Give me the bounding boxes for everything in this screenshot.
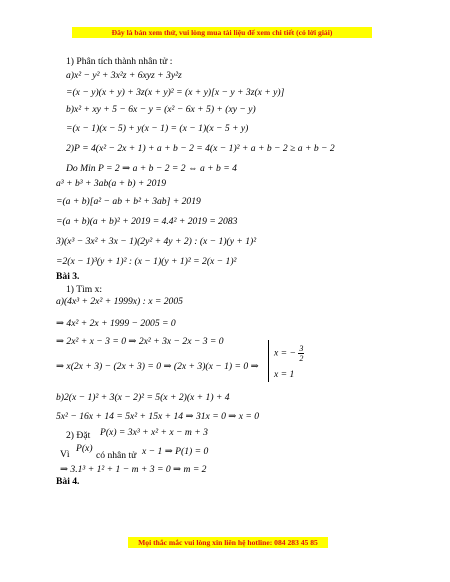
bai4-heading: Bài 4. [56, 476, 80, 487]
solution-1 [274, 344, 304, 363]
solution-2: x = 1 [274, 369, 295, 380]
factor-condition: x − 1 ⇒ P(1) = 0 [142, 446, 209, 457]
solution-1-denominator: 2 [299, 354, 304, 363]
eq-p: 2)P = 4(x² − 2x + 1) + a + b − 2 = 4(x − 1)² + a + b − 2 ≥ a + b − 2 [66, 143, 335, 154]
eq-e4: ⇒ x(2x + 3) − (2x + 3) = 0 ⇒ (2x + 3)(x − 1) = 0 ⇒ [56, 361, 259, 372]
part2-title: 2) Đặt [66, 430, 91, 441]
part1-title: 1) Phân tích thành nhân tử : [66, 56, 173, 67]
solution-1-numerator: 3 [299, 344, 304, 353]
eq-c1: a³ + b³ + 3ab(a + b) + 2019 [56, 178, 166, 189]
p-definition: P(x) = 3x³ + x² + x − m + 3 [100, 427, 208, 438]
eq-f1: b)2(x − 1)² + 3(x − 2)² = 5(x + 2)(x + 1) + 4 [56, 392, 230, 403]
solution-1-fraction [298, 344, 304, 363]
eq-e2: ⇒ 4x² + 2x + 1999 − 2005 = 0 [56, 318, 176, 329]
has-factor-label: có nhân tử [96, 450, 137, 461]
find-x-title: 1) Tìm x: [66, 284, 103, 295]
vi-label: Vì [60, 449, 70, 460]
eq-f2: 5x² − 16x + 14 = 5x² + 15x + 14 ⇒ 31x = 0 ⇒ x = 0 [56, 411, 260, 422]
eq-a2: =(x − y)(x + y) + 3z(x + y)² = (x + y)[x − y + 3z(x + y)] [66, 87, 285, 98]
eq-e1: a)(4x³ + 2x² + 1999x) : x = 2005 [56, 296, 183, 307]
eq-c2: =(a + b)[a² − ab + b² + 3ab] + 2019 [56, 196, 201, 207]
preview-notice: Đây là bản xem thử, vui lòng mua tài liệu để xem chi tiết (có lời giải) [72, 27, 372, 38]
eq-d1: 3)(x³ − 3x² + 3x − 1)(2y² + 4y + 2) : (x − 1)(y + 1)² [56, 236, 257, 247]
eq-min: Do Min P = 2 ⇒ a + b − 2 = 2 ⇔ a + b = 4 [66, 163, 237, 174]
solution-1-lhs: x = − [274, 347, 297, 359]
eq-c3: =(a + b)(a + b)² + 2019 = 4.4² + 2019 = 2083 [56, 216, 238, 227]
solution-brace [268, 340, 273, 382]
px-label: P(x) [76, 443, 93, 454]
eq-e3: ⇒ 2x² + x − 3 = 0 ⇒ 2x² + 3x − 2x − 3 = 0 [56, 336, 224, 347]
eq-d2: =2(x − 1)³(y + 1)² : (x − 1)(y + 1)² = 2(x − 1)² [56, 256, 237, 267]
hotline-notice: Mọi thắc mắc vui lòng xin liên hệ hotline: 084 283 45 85 [128, 537, 328, 548]
eq-b: b)x² + xy + 5 − 6x − y = (x² − 6x + 5) + (xy − y) [66, 104, 256, 115]
eq-g: ⇒ 3.1³ + 1² + 1 − m + 3 = 0 ⇒ m = 2 [60, 464, 207, 475]
eq-a1: a)x² − y² + 3x²z + 6xyz + 3y²z [66, 70, 182, 81]
bai3-heading: Bài 3. [56, 271, 80, 282]
eq-b2: =(x − 1)(x − 5) + y(x − 1) = (x − 1)(x − 5 + y) [66, 123, 249, 134]
